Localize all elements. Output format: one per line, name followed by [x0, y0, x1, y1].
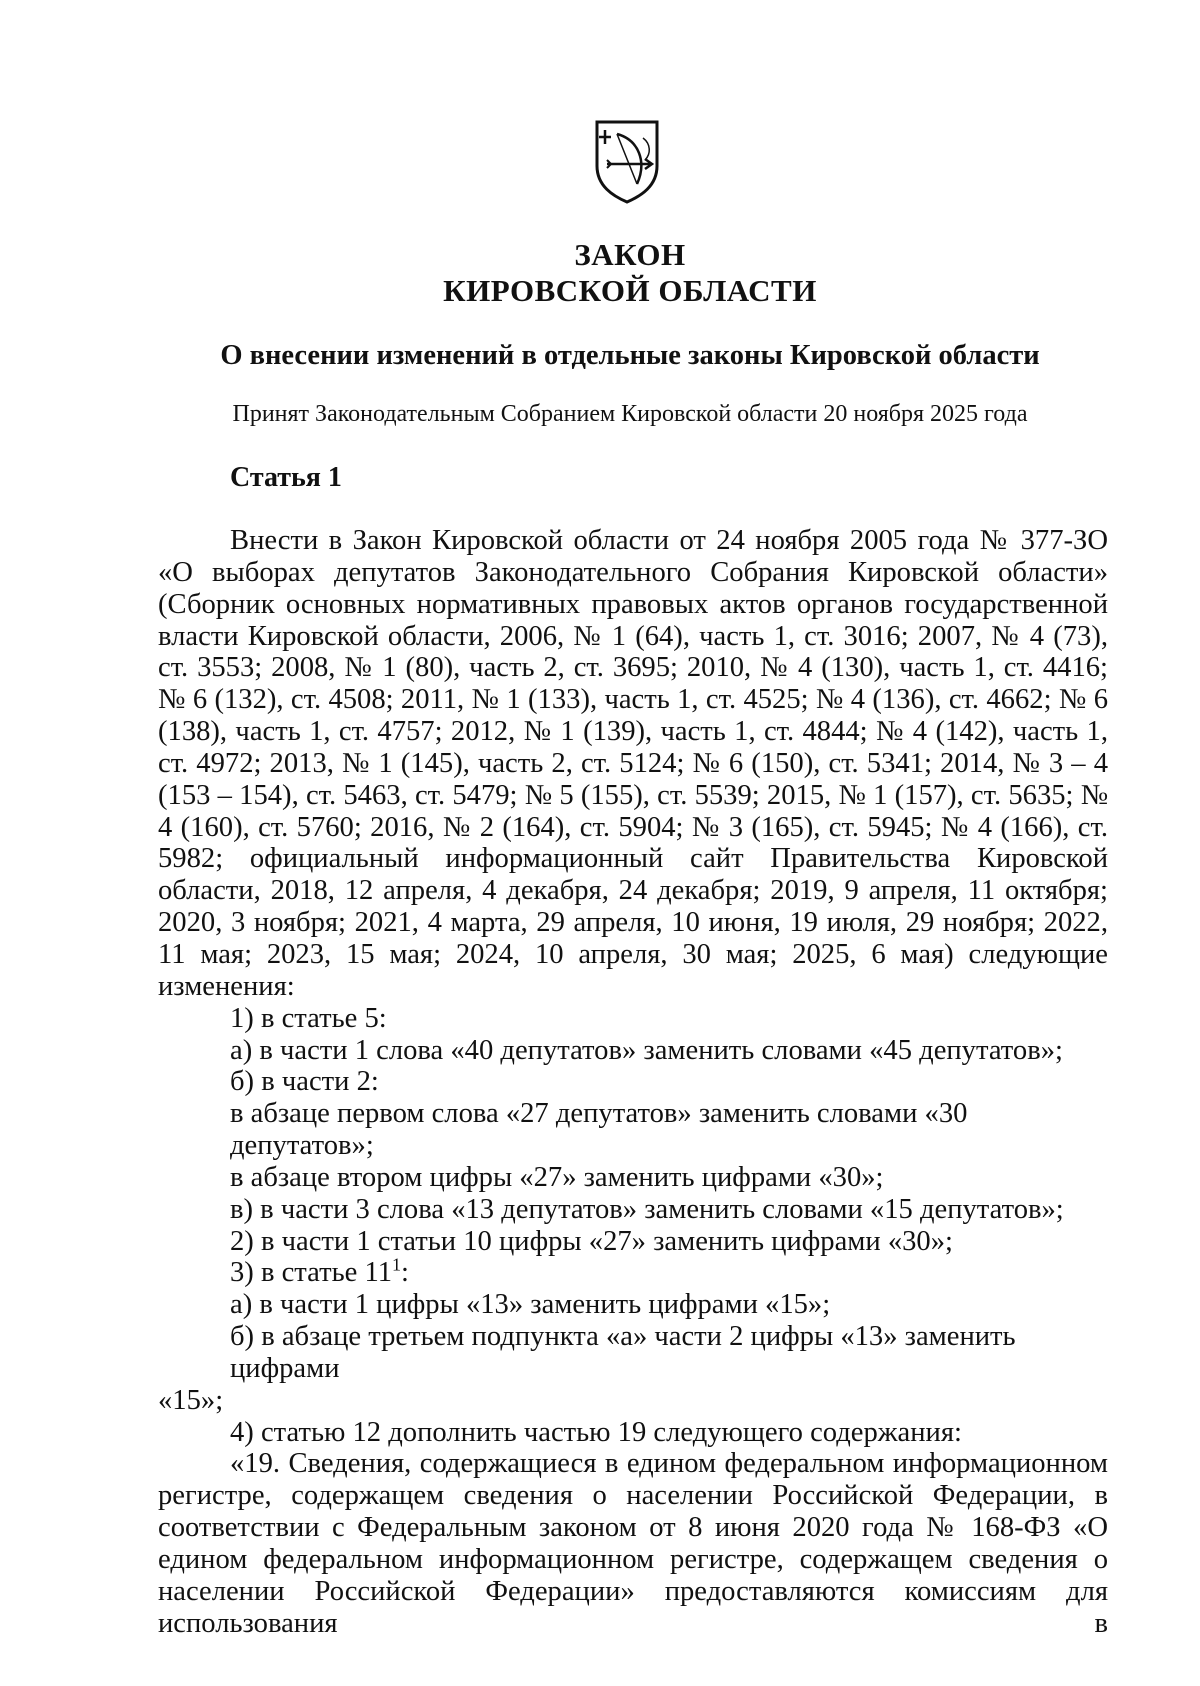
- quoted-part-19: «19. Сведения, содержащиеся в едином федеральном информационном регистре, содержащем сведения о населении Российской Федерации, в соответствии с Федеральным законом от 8 июня 2020 года № 168-ФЗ «О едином федеральном информационном регистре, содержащем сведения о населении Российской Федерации» предоставляются комиссиям для использования в: [158, 1448, 1108, 1639]
- region-heading: КИРОВСКОЙ ОБЛАСТИ: [443, 273, 817, 308]
- list-item: в) в части 3 слова «13 депутатов» заменить словами «15 депутатов»;: [230, 1193, 1064, 1225]
- kirov-coat-of-arms-icon: [591, 118, 663, 204]
- item3-colon: :: [401, 1257, 409, 1289]
- list-item: в абзаце втором цифры «27» заменить цифрами «30»;: [230, 1161, 884, 1193]
- list-item: 2) в части 1 статьи 10 цифры «27» заменить цифрами «30»;: [230, 1225, 953, 1257]
- list-item: 4) статью 12 дополнить частью 19 следующего содержания:: [230, 1416, 962, 1448]
- intro-paragraph: Внести в Закон Кировской области от 24 ноября 2005 года № 377-ЗО «О выборах депутатов Законодательного Собрания Кировской области» (Сборник основных нормативных правовых актов органов государственной власти Кировской области, 2006, № 1 (64), часть 1, ст. 3016; 2007, № 4 (73), ст. 3553; 2008, № 1 (80), часть 2, ст. 3695; 2010, № 4 (130), часть 1, ст. 4416; № 6 (132), ст. 4508; 2011, № 1 (133), часть 1, ст. 4525; № 4 (136), ст. 4662; № 6 (138), часть 1, ст. 4757; 2012, № 1 (139), часть 1, ст. 4844; № 4 (142), часть 1, ст. 4972; 2013, № 1 (145), часть 2, ст. 5124; № 6 (150), ст. 5341; 2014, № 3 – 4 (153 – 154), ст. 5463, ст. 5479; № 5 (155), ст. 5539; 2015, № 1 (157), ст. 5635; № 4 (160), ст. 5760; 2016, № 2 (164), ст. 5904; № 3 (165), ст. 5945; № 4 (166), ст. 5982; официальный информационный сайт Правительства Кировской области, 2018, 12 апреля, 4 декабря, 24 декабря; 2019, 9 апреля, 11 октября; 2020, 3 ноября; 2021, 4 марта, 29 апреля, 10 июня, 19 июля, 29 ноября; 2022, 11 мая; 2023, 15 мая; 2024, 10 апреля, 30 мая; 2025, 6 мая) следующие изменения:: [158, 525, 1108, 1002]
- article-heading: Статья 1: [230, 462, 342, 493]
- adoption-note: Принят Законодательным Собранием Кировской области 20 ноября 2025 года: [232, 401, 1028, 427]
- list-item: б) в абзаце третьем подпункта «а» части 2 цифры «13» заменить цифрами: [230, 1321, 1016, 1384]
- list-item: в абзаце первом слова «27 депутатов» заменить словами «30 депутатов»;: [230, 1098, 968, 1162]
- article-body: [158, 525, 1108, 1640]
- document-type-heading: ЗАКОН: [574, 237, 686, 272]
- list-item: б) в части 2:: [230, 1066, 379, 1098]
- list-item: 1) в статье 5:: [230, 1002, 387, 1034]
- list-item: а) в части 1 слова «40 депутатов» заменить словами «45 депутатов»;: [230, 1034, 1063, 1066]
- list-item: а) в части 1 цифры «13» заменить цифрами «15»;: [230, 1289, 831, 1321]
- item3-text: 3) в статье 11: [230, 1257, 393, 1289]
- list-item-article-11-1: [158, 1254, 1108, 1289]
- law-subject-title: О внесении изменений в отдельные законы Кировской области: [220, 340, 1040, 371]
- item3-superscript: 1: [392, 1254, 402, 1275]
- list-item-continuation: «15»;: [158, 1384, 224, 1416]
